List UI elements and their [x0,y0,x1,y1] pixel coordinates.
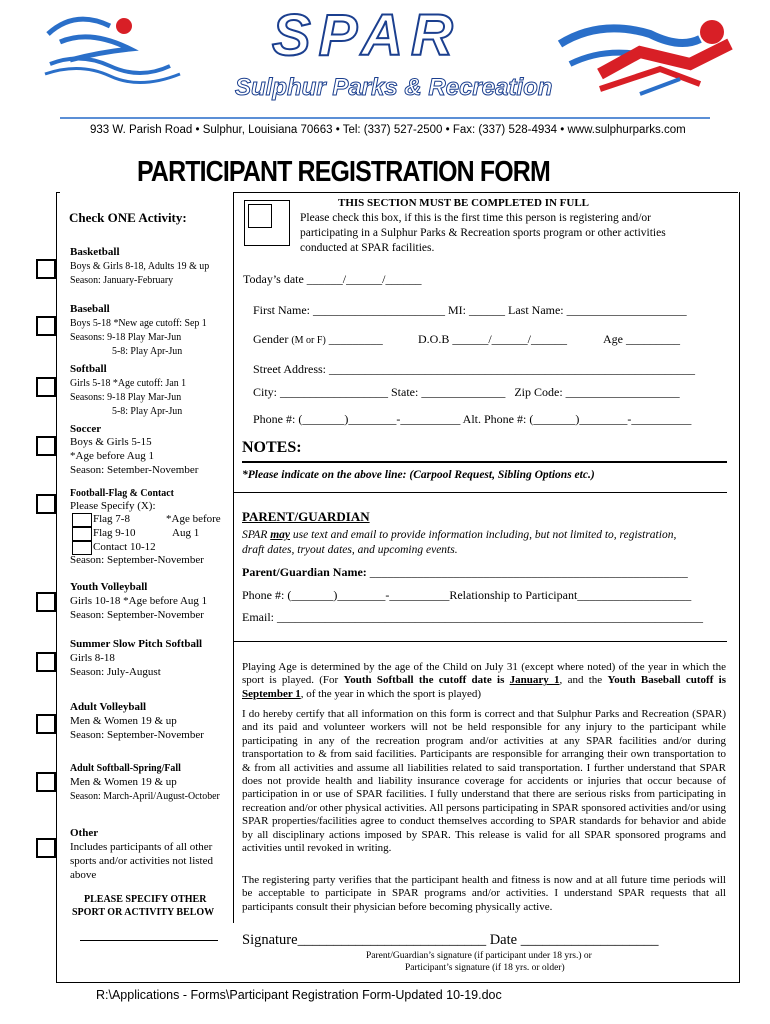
guardian-name-blank: _____________________________________________________ [369,565,688,579]
softball-season-young: 5-8: Play Apr-Jun [112,405,183,417]
slow-pitch-season: Season: July-August [70,666,161,678]
activity-heading: Check ONE Activity: [69,210,187,225]
signature-note-1: Parent/Guardian’s signature (if participant under 18 yrs.) or [366,951,592,961]
dob-field[interactable]: D.O.B ______/______/______ [418,332,568,346]
youth-volleyball-ages: Girls 10-18 *Age before Aug 1 [70,595,208,607]
contact-line: 933 W. Parish Road • Sulphur, Louisiana 70663 • Tel: (337) 527-2500 • Fax: (337) 528-4934 • www.sulphurparks.com [90,124,686,136]
age-field[interactable]: Age _________ [603,332,680,346]
youth-volleyball-season: Season: September-November [70,609,204,621]
contact-checkbox[interactable] [72,541,92,555]
adult-volleyball-ages: Men & Women 19 & up [70,715,177,727]
slow-pitch-ages: Girls 8-18 [70,652,115,664]
header-rule [60,117,710,119]
other-line1: Includes participants of all other [70,841,213,853]
slow-pitch-checkbox[interactable] [36,652,56,672]
other-title: Other [70,827,99,839]
logo-text: SPAR [272,3,461,68]
form-title: PARTICIPANT REGISTRATION FORM [137,156,550,188]
age-text-2: , and the [559,674,608,687]
adult-softball-checkbox[interactable] [36,772,56,792]
street-field[interactable]: Street Address: _____________________________________________________________ [253,362,695,376]
section-line2: participating in a Sulphur Parks & Recreation sports program or other activities [300,227,666,239]
phone-field[interactable]: Phone #: (_______)________-__________ Alt. Phone #: (_______)________-__________ [253,412,692,426]
frame-divider [233,192,234,923]
section-line1: Please check this box, if this is the first time this person is registering and/or [300,212,652,224]
baseball-title: Baseball [70,303,110,315]
playing-age-paragraph [242,661,726,701]
signature-note-2: Participant’s signature (if 18 yrs. or older) [405,963,565,973]
softball-cutoff-date: January 1 [509,674,560,687]
slow-pitch-title: Summer Slow Pitch Softball [70,638,203,650]
softball-season: Seasons: 9-18 Play Mar-Jun [70,391,182,403]
contact-label: Contact 10-12 [93,541,156,553]
softball-checkbox[interactable] [36,377,56,397]
guardian-email-field[interactable]: Email: _______________________________________________________________________ [242,610,703,624]
certification-paragraph: I do hereby certify that all information on this form is correct and that Sulphur Parks and Recreation (SPAR) and its paid and volunteer workers will not be held responsible for any injury to the participant while participating in any of the recreation program and/or activities at any SPAR facilities and/or during transportation to & from said facilities. Participants are responsible for arranging their own transportation to & from all activities and assume all liabilities related to said transportation. I further understand that SPAR does not provide health and liability insurance coverage for accidents or injuries that occur because of participation in or use of SPAR facilities. I fully understand that there are serious risks from participating in recreation and/or other physical activities. All persons participating in SPAR sponsored activities and/or using SPAR properties/facilities agree to conduct themselves according to SPAR standards for behavior and abide by all disciplinary actions imposed by SPAR. This release is valid for all SPAR sponsored programs and activities until revoked in writing. [242,708,726,855]
frame-top-left [56,192,60,193]
notes-heading: NOTES: [242,439,302,456]
baseball-season: Seasons: 9-18 Play Mar-Jun [70,331,182,343]
football-title: Football-Flag & Contact [70,487,174,499]
section-line3: conducted at SPAR facilities. [300,242,435,254]
other-activity-line[interactable] [80,940,218,941]
soccer-checkbox[interactable] [36,436,56,456]
section-heading: THIS SECTION MUST BE COMPLETED IN FULL [338,197,590,209]
basketball-season: Season: January-February [70,274,174,286]
adult-volleyball-season: Season: September-November [70,729,204,741]
soccer-ages: Boys & Girls 5-15 [70,436,152,448]
softball-title: Softball [70,363,107,375]
softball-cutoff-label: Youth Softball the cutoff date is [343,674,510,687]
gender-label: Gender [253,332,292,346]
flag-9-10-checkbox[interactable] [72,527,92,541]
gender-blank: _________ [325,332,383,346]
other-line3: above [70,869,97,881]
notes-divider [233,492,727,493]
specify-other-1: PLEASE SPECIFY OTHER [84,894,207,905]
notes-line[interactable] [242,461,727,463]
notes-instruction: *Please indicate on the above line: (Carpool Request, Sibling Options etc.) [242,469,595,481]
adult-softball-season: Season: March-April/August-October [70,790,220,802]
youth-volleyball-title: Youth Volleyball [70,581,148,593]
signature-line[interactable]: Signature__________________________ Date ___________________ [242,932,659,948]
basketball-ages: Boys & Girls 8-18, Adults 19 & up [70,260,210,272]
flag-7-8-checkbox[interactable] [72,513,92,527]
guardian-consent [242,528,676,558]
soccer-season: Season: Setember-November [70,464,199,476]
health-paragraph: The registering party verifies that the participant health and fitness is now and at all future time periods will be acceptable to participate in SPAR programs and/or activities. I understand SPAR requests that all participants consult their physician before becoming physically active. [242,874,726,913]
basketball-title: Basketball [70,246,120,258]
baseball-season-young: 5-8: Play Apr-Jun [112,345,183,357]
age-text-1: Playing Age is determined by the age of the Child on July 31 (except where noted) of the year in which the sport is played. (For [242,661,726,687]
adult-softball-title: Adult Softball-Spring/Fall [70,762,181,774]
gender-hint: (M or F) [291,335,326,346]
soccer-title: Soccer [70,423,102,435]
youth-volleyball-checkbox[interactable] [36,592,56,612]
specify-other-2: SPORT OR ACTIVITY BELOW [72,907,215,918]
gender-field[interactable] [253,332,383,347]
adult-volleyball-title: Adult Volleyball [70,701,147,713]
guardian-divider [233,641,727,642]
baseball-cutoff-label: Youth Baseball cutoff is [607,674,726,687]
football-checkbox[interactable] [36,494,56,514]
adult-softball-ages: Men & Women 19 & up [70,776,177,788]
football-age-date: Aug 1 [172,527,200,539]
soccer-age-note: *Age before Aug 1 [70,450,155,462]
guardian-name-label: Parent/Guardian Name: [242,565,370,579]
baseball-cutoff-date: September 1 [242,687,301,700]
logo-subtitle: Sulphur Parks & Recreation [235,74,553,101]
guardian-phone-field[interactable]: Phone #: (_______)________-__________Relationship to Participant___________________ [242,588,692,602]
todays-date-field[interactable]: Today’s date ______/______/______ [243,272,422,286]
football-season: Season: September-November [70,554,204,566]
other-line2: sports and/or activities not listed [70,855,213,867]
first-time-checkbox[interactable] [244,200,290,246]
softball-ages: Girls 5-18 *Age cutoff: Jan 1 [70,377,187,389]
consent-may: may [270,529,291,541]
other-checkbox[interactable] [36,838,56,858]
football-age-note: *Age before [166,513,221,525]
guardian-heading: PARENT/GUARDIAN [242,509,370,524]
consent-text1: use text and email to provide information including, but not limited to, registration, [290,529,677,541]
city-state-zip-field[interactable]: City: __________________ State: ______________ Zip Code: ___________________ [253,385,680,399]
frame-top-right [233,192,738,193]
baseball-ages: Boys 5-18 *New age cutoff: Sep 1 [70,317,207,329]
flag-7-8-label: Flag 7-8 [93,513,130,525]
baseball-checkbox[interactable] [36,316,56,336]
consent-text2: draft dates, tryout dates, and upcoming events. [242,544,458,556]
guardian-name-field[interactable] [242,565,688,580]
flag-9-10-label: Flag 9-10 [93,527,136,539]
age-text-3: , of the year in which the sport is played) [300,687,481,700]
football-specify: Please Specify (X): [70,500,156,512]
footer-path: R:\Applications - Forms\Participant Registration Form-Updated 10-19.doc [96,988,502,1002]
consent-spar: SPAR [242,529,271,541]
adult-volleyball-checkbox[interactable] [36,714,56,734]
basketball-checkbox[interactable] [36,259,56,279]
name-field[interactable]: First Name: ______________________ MI: ______ Last Name: ____________________ [253,303,687,317]
